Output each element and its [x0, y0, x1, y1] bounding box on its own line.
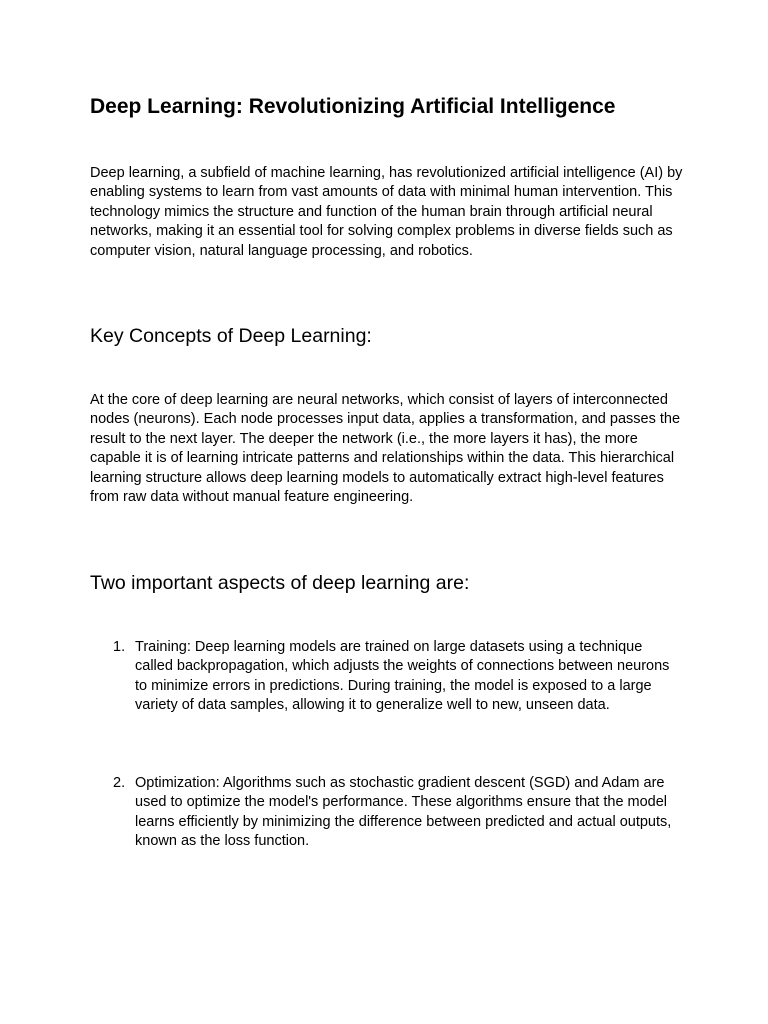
list-number: 2.: [113, 775, 126, 791]
list-number: 1.: [113, 639, 126, 655]
intro-paragraph: Deep learning, a subfield of machine learning, has revolutionized artificial intelligence (AI) by enabling systems to learn from vast amounts of data with minimal human intervention. This technology mimics the structure and function of the human brain through artificial neural networks, making it an essential tool for solving complex problems in diverse fields such as computer vision, natural language processing, and robotics.: [90, 165, 683, 259]
list-item-training: [90, 638, 690, 716]
document-title: Deep Learning: Revolutionizing Artificial Intelligence: [90, 95, 616, 118]
section-heading-aspects: Two important aspects of deep learning are:: [90, 572, 470, 594]
list-item-optimization: [90, 774, 690, 852]
section-heading-key-concepts: Key Concepts of Deep Learning:: [90, 325, 372, 347]
list-item-text: Training: Deep learning models are trained on large datasets using a technique called backpropagation, which adjusts the weights of connections between neurons to minimize errors in predictions. During training, the model is exposed to a large variety of data samples, allowing it to generalize well to new, unseen data.: [135, 639, 670, 714]
list-item-text: Optimization: Algorithms such as stochastic gradient descent (SGD) and Adam are used to optimize the model's performance. These algorithms ensure that the model learns efficiently by minimizing the difference between predicted and actual outputs, known as the loss function.: [135, 775, 672, 850]
key-concepts-paragraph: At the core of deep learning are neural networks, which consist of layers of interconnected nodes (neurons). Each node processes input data, applies a transformation, and passes the result to the next layer. The deeper the network (i.e., the more layers it has), the more capable it is of learning intricate patterns and relationships within the data. This hierarchical learning structure allows deep learning models to automatically extract high-level features from raw data without manual feature engineering.: [90, 392, 681, 506]
